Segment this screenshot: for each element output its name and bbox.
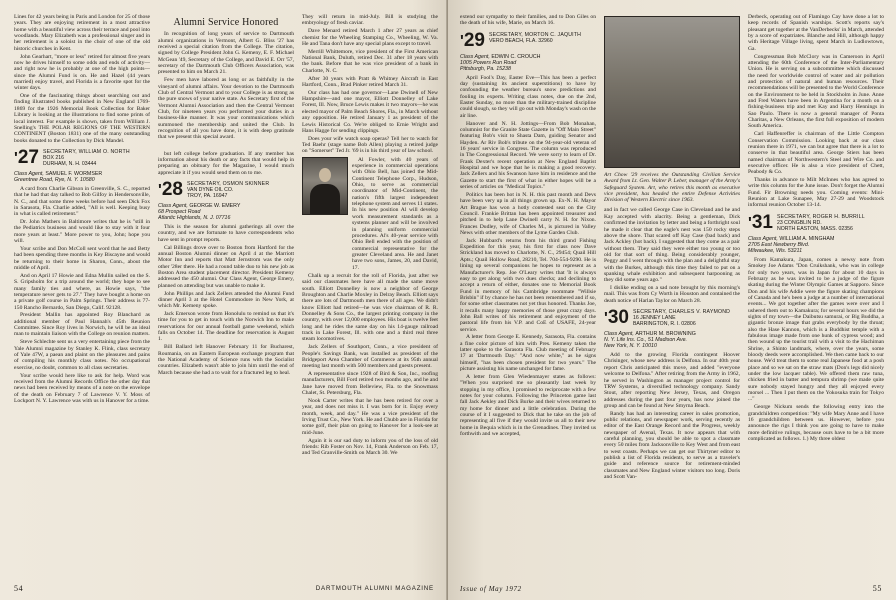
class-year: '31 [748, 211, 773, 233]
paragraph: A representative since 1928 of Bird & Son, Inc., roofing manufacturers, Bill Ford retired two months ago, and he and Jane have moved from Belleview, Fla. to the Snowmass Chalet, St. Petersburg, Fla. [302, 371, 438, 397]
paragraph: Add to the growing Florida contingent Hoover Chrisinger, whose new address is Delfona. In our 40th year report Chris anticipated this move, and added "everyone welcome to Delfona." After retiring from the Army in 1962, he served in Washington as manager project control for TRW Systems, a diversified technology company. Sandy Stout, after reporting New Jersey, Texas, and Oregon addresses during the past four years, has now joined the group and can be found at New Smyrna Beach. [604, 352, 740, 409]
paragraph: Your scribe and Don McColl sent word that he and Betty had been spending three months in Key Biscayne and would be returning to their home in Sharon, Conn., about the middle of April. [14, 245, 150, 271]
paragraph: One of the fascinating things about searching out and finding illustrated books published in New England 1769-1869 for the 1926 Memorial Book Collection for Baker Library is looking at the illustrations to find some prints of local interest. For example is shown, taken from William J. Snelling's THE POLAR REGIONS OF THE WESTERN CONTINENT (Boston 1831) one of the many outstanding books donated to the Collection by Dick Mandel. [14, 93, 150, 144]
page-number-right: 55 [872, 584, 882, 593]
class-year: '29 [460, 29, 485, 51]
paragraph: Thanks in advance to Milt McInnes who has agreed to write this column for the June issue. Don't forget the Alumni Fund. Fir Browning needs you. Coming events: Mini-Reunion at Lake Sunapee, May 27-29 and Woodstock informal reunion October 13-14. [748, 177, 884, 209]
paragraph: but left college before graduation. If any member has information about his death or any facts that would help in preparing an obituary for the Magazine, I would much appreciate it if you would send them on to me. [158, 150, 294, 176]
paragraph: Al Fowler, with 40 years of experience in commercial operations with Ohio Bell, has joined the Mid-Continent Telephone Corp., Hudson, Ohio, to serve as commercial coordinator of Mid-Continent, the nation's fifth largest independent telephone system and serves 11 states. In his new position Al will develop work measurement standards as a systems planner and will be involved in planning uniform commercial procedures. Al's 40-year service with Ohio Bell ended with the position of commercial representative for the greater Cleveland area. He and Janet have two sons, James, 20, and David, 17. [352, 156, 438, 271]
right-column-2 [604, 14, 740, 574]
paragraph: John Gearhart, "more or less" retired for almost five years now he drives himself to some odds and ends of activity—and right now he is probably at one of the high points—since the Alumni Fund is on. He and Hazel (44 years married) enjoy travel, and Florida is a favorite spot for the winter days. [14, 53, 150, 92]
paragraph: From Kamakura, Japan, comes a newsy note from Smokey Joe Adams "Don Cruikshank, who was in college for only two years, was in Japan for about 10 days in February as he was invited to be a judge of the figure skating during the Winter Olympic Games at Sapporo. Since Don and his wife Addie were the figure skating champions of Canada and he's been a judge at a number of international events... We got together after the games were over and I ushered them out to Kamakura; for several hours we did the sights of my town—the Daibutsu samurai, or Big Buddha, a gigantic bronze image that grabs everybody by the throat; also the Hase Kannon, which is a Buddhist temple with a fabulous image made from one hunk of cypress wood; and then wound up the tourist trail with a visit to the Hachiman Shrine, a Shinto landmark, where, over the years, some bloody deeds were accomplished. We then came back to our house. We'd treat them to some real Japanese food at a posh place and so we sat on the straw mats (Don's legs did nicely under the low lacquer table). We offered them raw tuna, chicken fried in batter and tempura shrimp (we made quite sure nobody stayed hungry and they all enjoyed every morsel ... Then I put them on the Yokosuka train for Tokyo ..." [748, 256, 884, 403]
left-footer [0, 584, 448, 594]
class-agent: Class Agent, ARTHUR M. BROWNING N. Y. Life Ins. Co., 51 Madison Ave. New York, N. Y. 10010 [604, 331, 696, 350]
paragraph: Jack Hubbard's returns from his third grand Fishing Expedition for this year, his first for class now Dave Strickland has moved to Charlotte, N. C., 29454; Quail Hill Apts.; Quail Hollow Road, 28210, Tel. 704-554-9290. He is lining up several companions he hopes to represent as a Manufacturer's Rep. Joe O'Leary writes that 'It is always easy to get along with two dues checks; and declining to accept a return of either, donates one to Memorial Book Fund in memory of his Cambridge roommate "Willsie Brisbin" if by chance he has not been remembered and if so, for some other classmates not yet thus honored. Thanks Joe, it recalls many happy memories of those great crazy days. John Ball writes of his retirement and enjoyment of the pastoral life from his V.P. and CoE of USAFE, 24-year service. [460, 237, 596, 333]
paragraph: Jack Emerson wrote from Honolulu to remind us that it's time for you to get in touch with the Norwich Inn to make reservations for our annual football game weekend, which falls on October 14. The deadline for reservation is August 1. [158, 311, 294, 343]
photo-caption: Art Chow '29 receives the Outstanding Civilian Service Award from Lt. Gen. Walter P. Leber, manager of the Army's Safeguard System. Art, who retires this month as executive vice president, has headed the entire Defense Activities Division of Western Electric since 1963. [604, 172, 740, 204]
class-agent: Class Agent, EDWIN C. CROUCH 1005 Powers Run Road Pittsburgh, Pa. 15238 [460, 53, 541, 72]
left-column-2 [158, 14, 294, 574]
paragraph: A letter from Glen Wiedenmayer states as follows: "When you surprised me so pleasantly last week by stopping in my office, I promised to reciprocate with a few notes for your column. Following the Princeton game last fall Jack Aekley and Dick Burke and their wives returned to my home for dinner and a little celebration. During the course of it I suggested to Dick that he take on the job of representing all five if they would invite us all to their new home in Bequia which is in the Grenadines. They invited us forthwith and we accepted, [460, 374, 596, 438]
left-column-3 [302, 14, 438, 574]
class-secretary-address: SECRETARY, OSMON SKINNER VAN DYNE OIL CO. TROY, PA. 16947 [186, 181, 270, 200]
paragraph: Again it is our sad duty to inform you of the loss of old friends: Rib Foster on Nov. 14, Frank Anderson on Feb. 17, and Ted Granville-Smith on March 30. We [302, 437, 438, 457]
right-page [448, 0, 896, 600]
class-secretary-address: SECRETARY, CHARLES V. RAYMOND 16 JENNEY LANE BARRINGTON, R. I. 02806 [632, 309, 731, 328]
paragraph: Few men have labored as long or as faithfully in the vineyard of alumni affairs. Your devotion to the Dartmouth Club of Central Vermont and to your College is as strong as the pure snows of your native state. As Secretary first of the Vermont Alumni Association and then the Central Vermont Club, for nineteen years you performed your duties in a business-like manner. It was your communications which summoned the membership and united the Club. In recognition of all you have done, it is with deep gratitude that we present this special award. [158, 77, 294, 141]
class-secretary-address: SECRETARY, WILLIAM O. NORTH BOX 216 DURHAM, N. H. 03444 [42, 148, 130, 167]
right-columns [460, 14, 882, 574]
paragraph: April Fool's Day, Easter Eve—This has been a perfect day (sustaining its ancient superstitions) to have by confounding the weather bureau's snow predictions and fooling its experts. Writing class notes, due on the 2nd, Easter Sunday, no more than the military-trained discipline could slough, so they will go out with Monday's wash on the air line. [460, 74, 596, 119]
paragraph: President Mallin has appointed Roy Blanchard as additional member of Paul Hannah's 45th Reunion Committee. Since Roy lives in Norwich, he will be an ideal man to maintain liaison with the College on reunion matters. [14, 312, 150, 338]
page-number-left: 54 [14, 584, 24, 593]
paragraph: I dislike ending on a sad note brought by this morning's mail. This was from Cy Worth in Houston and contained the death notice of Harlan Taylor on March 28. [604, 285, 740, 304]
paragraph: And on April 17 Howie and Edna Mullin sailed on the S. S. Gripsholm for a trip around the world; they hope to see many family ties and where, as Howie says, "the temperature never gets to 27." They have bought a home on a private golf course in Palm Springs. Their address is 77-150 Rancho Bernardo, San Diego, Calif. 92128. [14, 272, 150, 311]
class-header-29 [460, 29, 596, 51]
right-footer [448, 584, 896, 594]
paragraph: Cal Billings drove over to Boston from Hartford for the annual Boston Alumni dinner on April 4 at the Marriott Motor Inn and reports that Matt Jernstrom was the only other '28er there. He had a round table duo to his new job as Boston Area student placement director. President Kemeny addressed the 450 alumni. Our Class Agent, George Emery, planned on attending but was unable to make it. [158, 244, 294, 289]
left-column-1 [14, 14, 150, 574]
paragraph: Politics has been hot in N. H. this past month and Devs have been very up in all things grown up. Ex-N. H. Mayor Art Brague has won a hotly contested seat on the City Council. Frankie Brittan has been appointed treasurer and pitched in to help Lane Dwinell carry N. H. for Nixon. Frances Dudley, wife of Charles M., is pictured in Valley News with other members of the Lyme Garden Club. [460, 191, 596, 236]
paragraph: Lines for 42 years being in Paris and London for 25 of those years. They are enjoying retirement in a most attractive home with a beautiful view across their terrace and pool into woodlands. Mary Elizabeth was a professional singer and in her retirement is a soloist in the choir of one of the old historic churches in Kent. [14, 14, 150, 52]
class-header-31 [748, 211, 884, 233]
paragraph: extend our sympathy to their families, and to Don Giles on the death of his wife, Marie, on March 16. [460, 14, 596, 27]
paragraph: Derbeck, operating out of Flamingo Cay have done a lot to keep records of Spanish warships. Scott's reports say's pleasant get together at the VanDerbecks' in March, attended by a score of expatriates. Blanche and Hill, although happy with Heritage Village living, spent March in Ludlowtown, Ga. [748, 14, 884, 52]
right-column-1 [460, 14, 596, 574]
paragraph: A card from Charlie Gibson in Greenville, S. C., reported that he had that day talked to Bob Gilfoy in Hendersonville, N. C., and that some three weeks before had seen Dick Fox in Sarasota, Fla. Charlie added, "All is well. Keeping busy in what is called retirement." [14, 185, 150, 218]
paragraph: Chalk up a recruit for the roll of Florida, just after we said our classmates here have all made the same move south. Elliott Donnelley is now a neighbor of George Broughton and Charlie Moxley in Delray Beach. Elliott says there are lots of Dartmouth men there of all ages. We didn't know Elliott had retired—he was vice chairman of R. R. Donnelley & Sons Co., the largest printing company in the country, with over 12,000 employees. His boat is twelve feet long and he rides the same day on his 14-gauge railroad track in Lake Forest, Ill. with one and a third real three steam locomotives. [302, 272, 438, 343]
paragraph: John Phillips and Jack Zellers attended the Alumni Fund dinner April 3 at the Hotel Commodore in New York, at which Mr. Kemeny spoke. [158, 290, 294, 310]
class-year: '27 [14, 146, 39, 168]
class-secretary-address: SECRETARY, ROGER H. BURRILL 23 CONGBLIN RD. NORTH EASTON, MASS. 02356 [776, 213, 865, 232]
paragraph: Does your wife watch soap operas? Tell her to watch for Ted Baehr (stage name Bob Allen) playing a retired judge on "Somerset" Ted Jr. '69 is in his third year of law school. [302, 135, 438, 155]
paragraph: Our class has had one governor—Lane Dwinell of New Hampshire—and one mayor, Elliott Donnelley of Lake Forest, Ill. Now, Bruce Lewis makes it two mayors—he was elected mayor of Palm Beach Shores, Fla., in March without any opposition. He retired January 1 as president of the Lewis Historical Co. We're obliged to Ernie Wright and Hans Hagge for sending clippings. [302, 89, 438, 134]
class-year: '30 [604, 307, 629, 329]
paragraph: A letter from George E. Kennedy, Sarasota, Fla. contains a fine color picture of him with Pres. Kemeny taken the latter spoke to the Sarasota Fla. Club meeting of February 17 at 'Dartmouth Day.' "And now white," as he signs himself, "has been chosen president for two years." The picture assisting his name unchanged for fame. [460, 334, 596, 373]
fowler-block [302, 157, 438, 271]
class-year: '28 [158, 179, 183, 201]
class-agent: Class Agent, SAMUEL F. WORMSER Greentree Road, Rye, N. Y. 10580 [14, 170, 103, 183]
paragraph: After 30 years with Pratt & Whitney Aircraft in East Hartford, Conn., Brad Pinker retired March 31. [302, 75, 438, 88]
issue-label: Issue of May 1972 [460, 585, 522, 593]
paragraph: George Nickum sends the following entry into the grandchildren competition: "My wife Mary Anne and I have 16 grandchildren between us. However, before you announce the rigs I think you are going to have to make more definitive rulings, because ours have to be a bit more complicated as follows. 1.) My three oldest [748, 404, 884, 442]
portrait-photo [302, 157, 348, 215]
class-agent: Class Agent, GEORGE W. EMERY 68 Prospect Road Atlantic Highlands, N. J. 07716 [158, 203, 241, 222]
class-secretary-address: SECRETARY, MORTON C. JAQUITH VERO BEACH, FLA. 32960 [488, 31, 582, 44]
paragraph: Dave Menard retired March 1 after 27 years as chief chemist for the Wheeling Stamping Co., Wheeling, W. Va. He and Tana don't have any special plans except to travel. [302, 28, 438, 47]
magazine-title: DARTMOUTH ALUMNI MAGAZINE [315, 585, 434, 592]
paragraph: and in fact we called George Case in Cleveland and he and Kay accepted with alacrity. Being a gentleman, Dick confirmed the invitation by letter and being a forthright soul he made it clear that the eagle's nest was 150 rocky steps above the shore. That scared off Kay Case (bad back) and Jack Ackley (hot back). I suggested that they come as a pair without them. They said they were either too young or too old for that sort of thing. Being considerably younger, Peggy and I went through with the plan and a delightful stay with the Burkes, although this time they failed to put on a spanking whale exhibition and subsequent harpooning as they did some years ago." [604, 207, 740, 284]
paragraph: Bill Ballard left Hanover February 11 for Bucharest, Roumania, on an Eastern European exchange program that the National Academy of Science runs with the Socialist countries. Elizabeth wasn't able to join him until the end of March because she had a to wait for a fractured leg to heal. [158, 344, 294, 376]
article-heading: Alumni Service Honored [173, 17, 279, 28]
paragraph: Merrill Whittemore, vice president of the First American National Bank, Duluth, retired Dec. 31 after 18 years with the bank. Before that he was vice president of a bank in Charlotte, N. C. [302, 48, 438, 74]
paragraph: Dr. John Mathers in Baltimore writes that he is "still in the Pediatrics business and would like to stay with it four more years at least." More power to you, John; hope you will. [14, 219, 150, 245]
right-column-3 [748, 14, 884, 574]
paragraph: Hanover and N. H. Jottings—From Bob Monahan, columnist for the Granite State Gazette in "Off Main Street" featuring Bob's visit to Shasta Dam, guiding Senator and Hayden. Ar Riv Bob's tribute on the 94-year-old veteran of 16 years' service in Congress. The column was reproduced in The Congressional Record. We were sorry to learn of Dr. Frank Dexter's recent operation at New England Baptist Hospital and we hope that he is making a good recovery. Jack Zellers and his Swanson have him in residence and the Gazette to start the first of what in either hopes will be a series of articles on "Medical Topics." [460, 120, 596, 191]
paragraph: Congressman Bob McClory was in Cameroon in April attending the 60th Conference of the Inter-Parliamentary Union. He is serving on a subcommittee which discussed the need for worldwide control of water and air pollution and protection of natural and human resources. Their recommendations will be presented to the World Conference on the Environment to be held in Stockholm in June. Anne and Fred Waters have been in Argentina for a month on a fishing-business trip and met Kay and Harry Hennings in Sao Paulo. There is now a general manager of Ponta Charitas, a New Orleans, the first full exposition of modern South America. [748, 53, 884, 130]
class-header-30 [604, 309, 740, 328]
award-photo [604, 16, 740, 168]
paragraph: They will return in mid-July. Bill is studying the embryology of fresh caviar. [302, 14, 438, 27]
paragraph: This is the season for alumni gatherings all over the country, and we are fortunate to have correspondents who have sent in prompt reports. [158, 224, 294, 243]
paragraph: Carl Haffenreffer is chairman of the Little Compton Conservation Commission. Looking back at our class reunion there in 1971, we can but agree that there is a lot to conserve in that beautiful area. George Stiers has been named chairman of Northwestern's Steel and Wire Co. and executive officer. He is also a vice president of Chett, Peabody & Co. [748, 131, 884, 176]
paragraph: Nook Carter writes that he has been retired for over a year, and does not miss it. I was born for it. Enjoy every month, week, and day." He was a vice president of the Irving Trust Co., New York. He and Chubb are in Florida for some golf, their plan on going to Hanover for a look-see at mid-June. [302, 397, 438, 436]
left-columns [14, 14, 436, 574]
class-agent: Class Agent, WILLIAM A. MINGHAM 2705 East Newberry Blvd. Milwaukee, Wis. 53211 [748, 235, 835, 254]
class-header-27 [14, 146, 150, 168]
paragraph: Randy has had an interesting career in sales promotion, public relations, and newspaper work, serving recently as editor of the East Orange Record and the Progress, weekly newspaper of Avenal, Texas. It now appears that with careful planning, you should be able to spot a classmate every 50 miles from Jacksonville to Key West and from east to west coasts. Perhaps we can get our Thirtyner editor to publish a list of Florida residents, to serve as a traveler's guide and reference source for retirement-minded classmates and New England winter visitors too long. Doris and Scott Van- [604, 410, 740, 481]
paragraph: In recognition of long years of service to Dartmouth alumni organizations in Vermont, Albert G. Bliss '27 has received a special citation from the College. The citation, signed by College President John G. Kemeny, E. F. Michael McGean '49, Secretary of the College, and David E. Orr '57, secretary of the Dartmouth Club Officers Association, was presented to him on March 21. [158, 31, 294, 76]
paragraph: Your scribe would here like to ask for help. Word was received from the Alumni Records Office the other day that news had been received by means of a note on the envelope of the death on February 7 of Lawrence V. Y. Moss of Lockport N. Y. Lawrence was with us in Hanover for a time. [14, 372, 150, 404]
paragraph: Steve Schlechte sent us a very entertaining piece from the Yale Alumni magazine by Stanley K. Flink, class secretary of Yale 47W, a paean and plaint on the pleasures and pains of compiling his monthly class notes. No occupational exercise, no doubt, common to all class secretaries. [14, 339, 150, 371]
class-header-28 [158, 181, 294, 200]
paragraph: Jack Zellers of Southport, Conn., a vice president of People's Savings Bank, was installed as president of the Bridgeport Area Chamber of Commerce at its 95th annual meeting last month with 500 members and guests present. [302, 344, 438, 370]
